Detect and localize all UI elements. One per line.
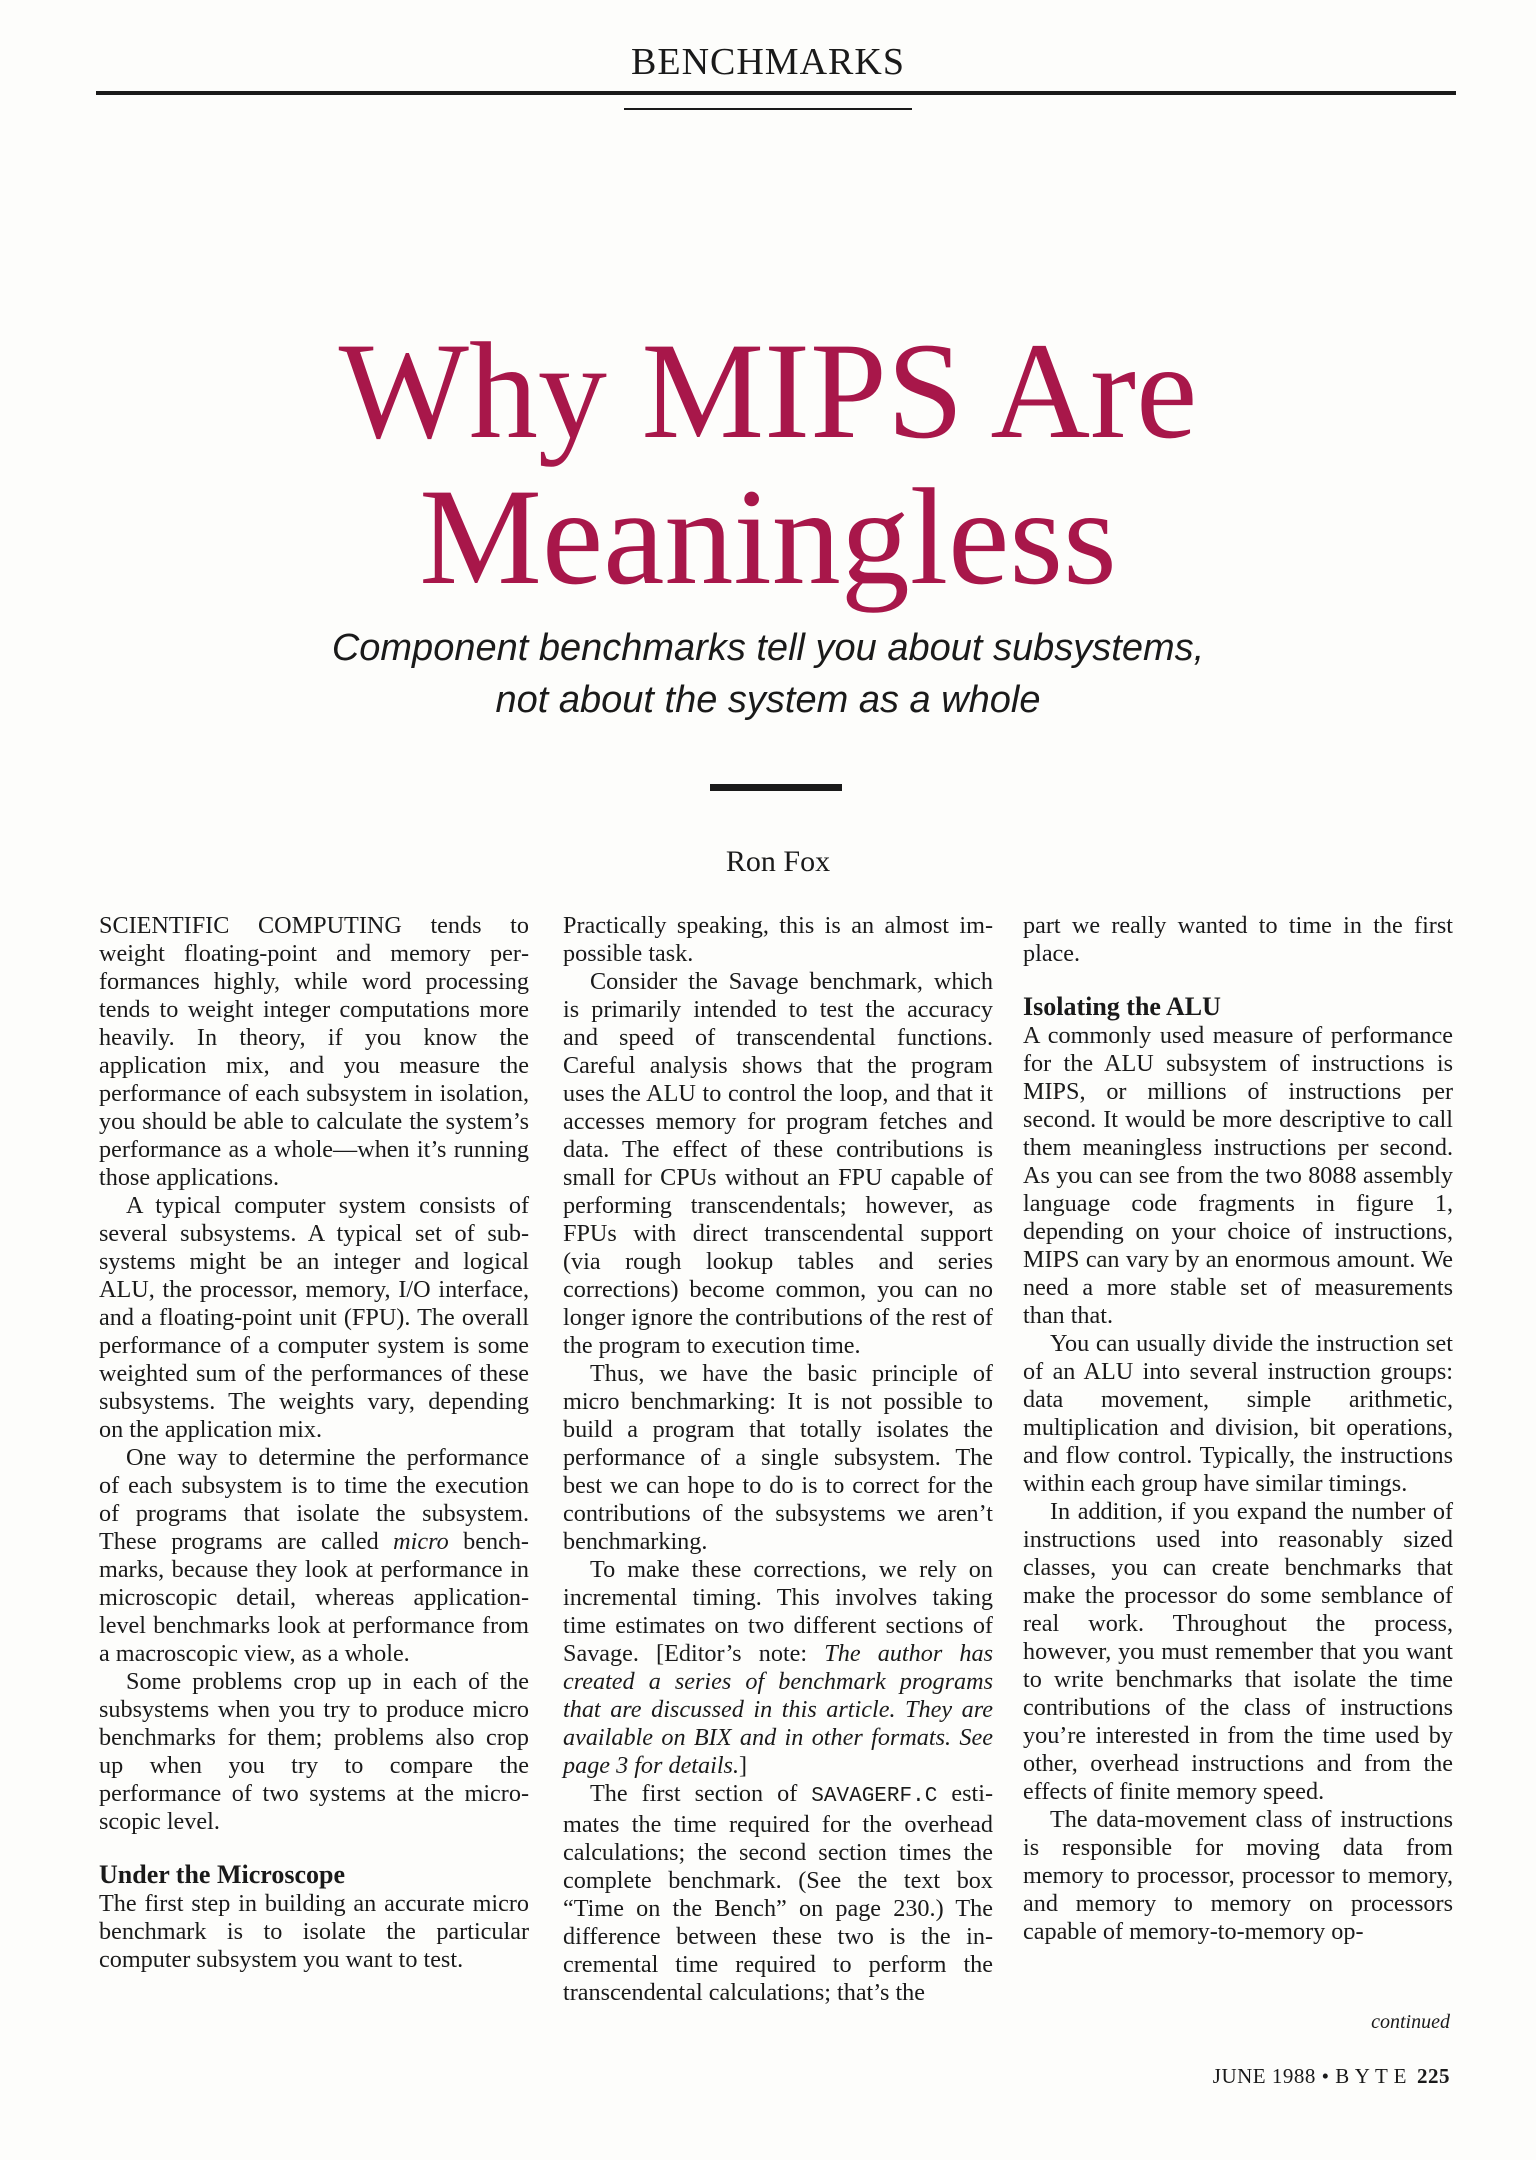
editor-note: The author has created a series of benchmark programs that are discussed in this article. They are available on BIX and in other formats. See page 3 for details. <box>563 1640 993 1779</box>
article-title <box>0 314 1536 613</box>
subheading-alu: Isolating the ALU <box>1023 992 1221 1021</box>
paragraph <box>99 1444 529 1668</box>
column-2 <box>563 912 993 2007</box>
article-subtitle <box>0 622 1536 726</box>
subtitle-line-1: Component benchmarks tell you about subsystems, <box>331 627 1205 669</box>
page-footer <box>1100 2064 1450 2089</box>
title-line-2: Meaningless <box>419 460 1117 613</box>
column-3 <box>1023 912 1453 1946</box>
divider-bar <box>710 784 842 791</box>
title-line-1: Why MIPS Are <box>338 314 1198 467</box>
paragraph: The data-movement class of instructions is responsible for moving data from memory to processor, processor to memory, and memory to memory on processors capable of memory-to-memory op- <box>1023 1806 1453 1945</box>
paragraph: In addition, if you expand the number of instructions used into reasonably sized classes, you can create benchmarks that make the processor do some semblance of real work. Throughout the process, however, you must remember that you want to write benchmarks that isolate the time contributions of the class of instructions you’re interested in from the time used by other, overhead instructions and from the effects of finite memory speed. <box>1023 1498 1453 1805</box>
paragraph: Practically speaking, this is an almost impossible task. <box>563 912 993 967</box>
text-run: The first section of <box>590 1780 812 1807</box>
author-byline: Ron Fox <box>725 845 831 878</box>
paragraph: Some problems crop up in each of the subsystems when you try to produce micro benchmarks for them; problems also crop up when you try to compare the performance of two systems at the microscopic level. <box>99 1668 529 1835</box>
header-rule <box>96 91 1456 95</box>
page-number: 225 <box>1417 2064 1450 2088</box>
paragraph: A typical computer system consists of several subsystems. A typical set of subsystems might be an integer and logical ALU, the processor, memory, I/O interface, and a floating-point unit (FPU). The overall performance of a computer system is some weighted sum of the performances of these subsystems. The weights vary, depending on the application mix. <box>99 1192 529 1443</box>
text-run: ] <box>739 1752 748 1779</box>
text-run: To make these corrections, we rely on incremental timing. This involves taking time estimates on two different sections of Savage. [Editor’s note: <box>563 1556 993 1667</box>
section-label: BENCHMARKS <box>631 41 905 83</box>
header-subrule <box>624 108 912 110</box>
paragraph: SCIENTIFIC COMPUTING tends to weight floating-point and memory performances highly, while word processing tends to weight integer computations more heavily. In theory, if you know the application mix, and you measure the performance of each subsystem in isolation, you should be able to calculate the system’s performance as a whole—when it’s running those applications. <box>99 912 529 1191</box>
code-filename: SAVAGERF.C <box>811 1785 938 1808</box>
text-run: One way to determine the performance of each subsystem is to time the execution of programs that isolate the subsystem. These programs are called <box>99 1444 529 1555</box>
paragraph: A commonly used measure of performance for the ALU subsystem of instructions is MIPS, or millions of instructions per second. It would be more descriptive to call them meaningless instructions per second. As you can see from the two 8088 assembly language code fragments in figure 1, depending on your choice of instructions, MIPS can vary by an enormous amount. We need a more stable set of measurements than that. <box>1023 1022 1453 1329</box>
paragraph: You can usually divide the instruction set of an ALU into several instruction groups: data movement, simple arithmetic, multiplication and division, bit operations, and flow control. Typically, the instructions within each group have similar timings. <box>1023 1330 1453 1497</box>
text-run: benchmarks, because they look at performance in microscopic detail, whereas application-level benchmarks look at performance from a macroscopic view, as a whole. <box>99 1528 529 1667</box>
paragraph: Consider the Savage benchmark, which is primarily intended to test the accuracy and speed of transcendental functions. Careful analysis shows that the program uses the ALU to control the loop, and that it accesses memory for program fetches and data. The effect of these contributions is small for CPUs without an FPU capable of performing transcendentals; however, as FPUs with direct transcendental support (via rough lookup tables and series corrections) become common, you can no longer ignore the contributions of the rest of the program to execution time. <box>563 968 993 1359</box>
paragraph: part we really wanted to time in the first place. <box>1023 912 1453 967</box>
continued-label: continued <box>1371 2011 1450 2033</box>
emphasis: micro <box>393 1528 449 1555</box>
paragraph <box>563 1780 993 2007</box>
paragraph: The first step in building an accurate micro benchmark is to isolate the particular computer subsystem you want to test. <box>99 1890 529 1973</box>
subheading-microscope: Under the Microscope <box>99 1860 345 1889</box>
subtitle-line-2: not about the system as a whole <box>495 679 1041 721</box>
paragraph: Thus, we have the basic principle of micro benchmarking: It is not possible to build a program that totally isolates the performance of a single subsystem. The best we can hope to do is to correct for the contributions of the subsystems we aren’t benchmarking. <box>563 1360 993 1555</box>
paragraph <box>563 1556 993 1780</box>
column-1 <box>99 912 529 1974</box>
issue-line: JUNE 1988 • B Y T E <box>1212 2064 1407 2088</box>
text-run: estimates the time required for the overhead calculations; the second section times the complete benchmark. (See the text box “Time on the Bench” on page 230.) The difference between these two is the incremental time required to perform the transcendental calculations; that’s the <box>563 1780 993 2006</box>
